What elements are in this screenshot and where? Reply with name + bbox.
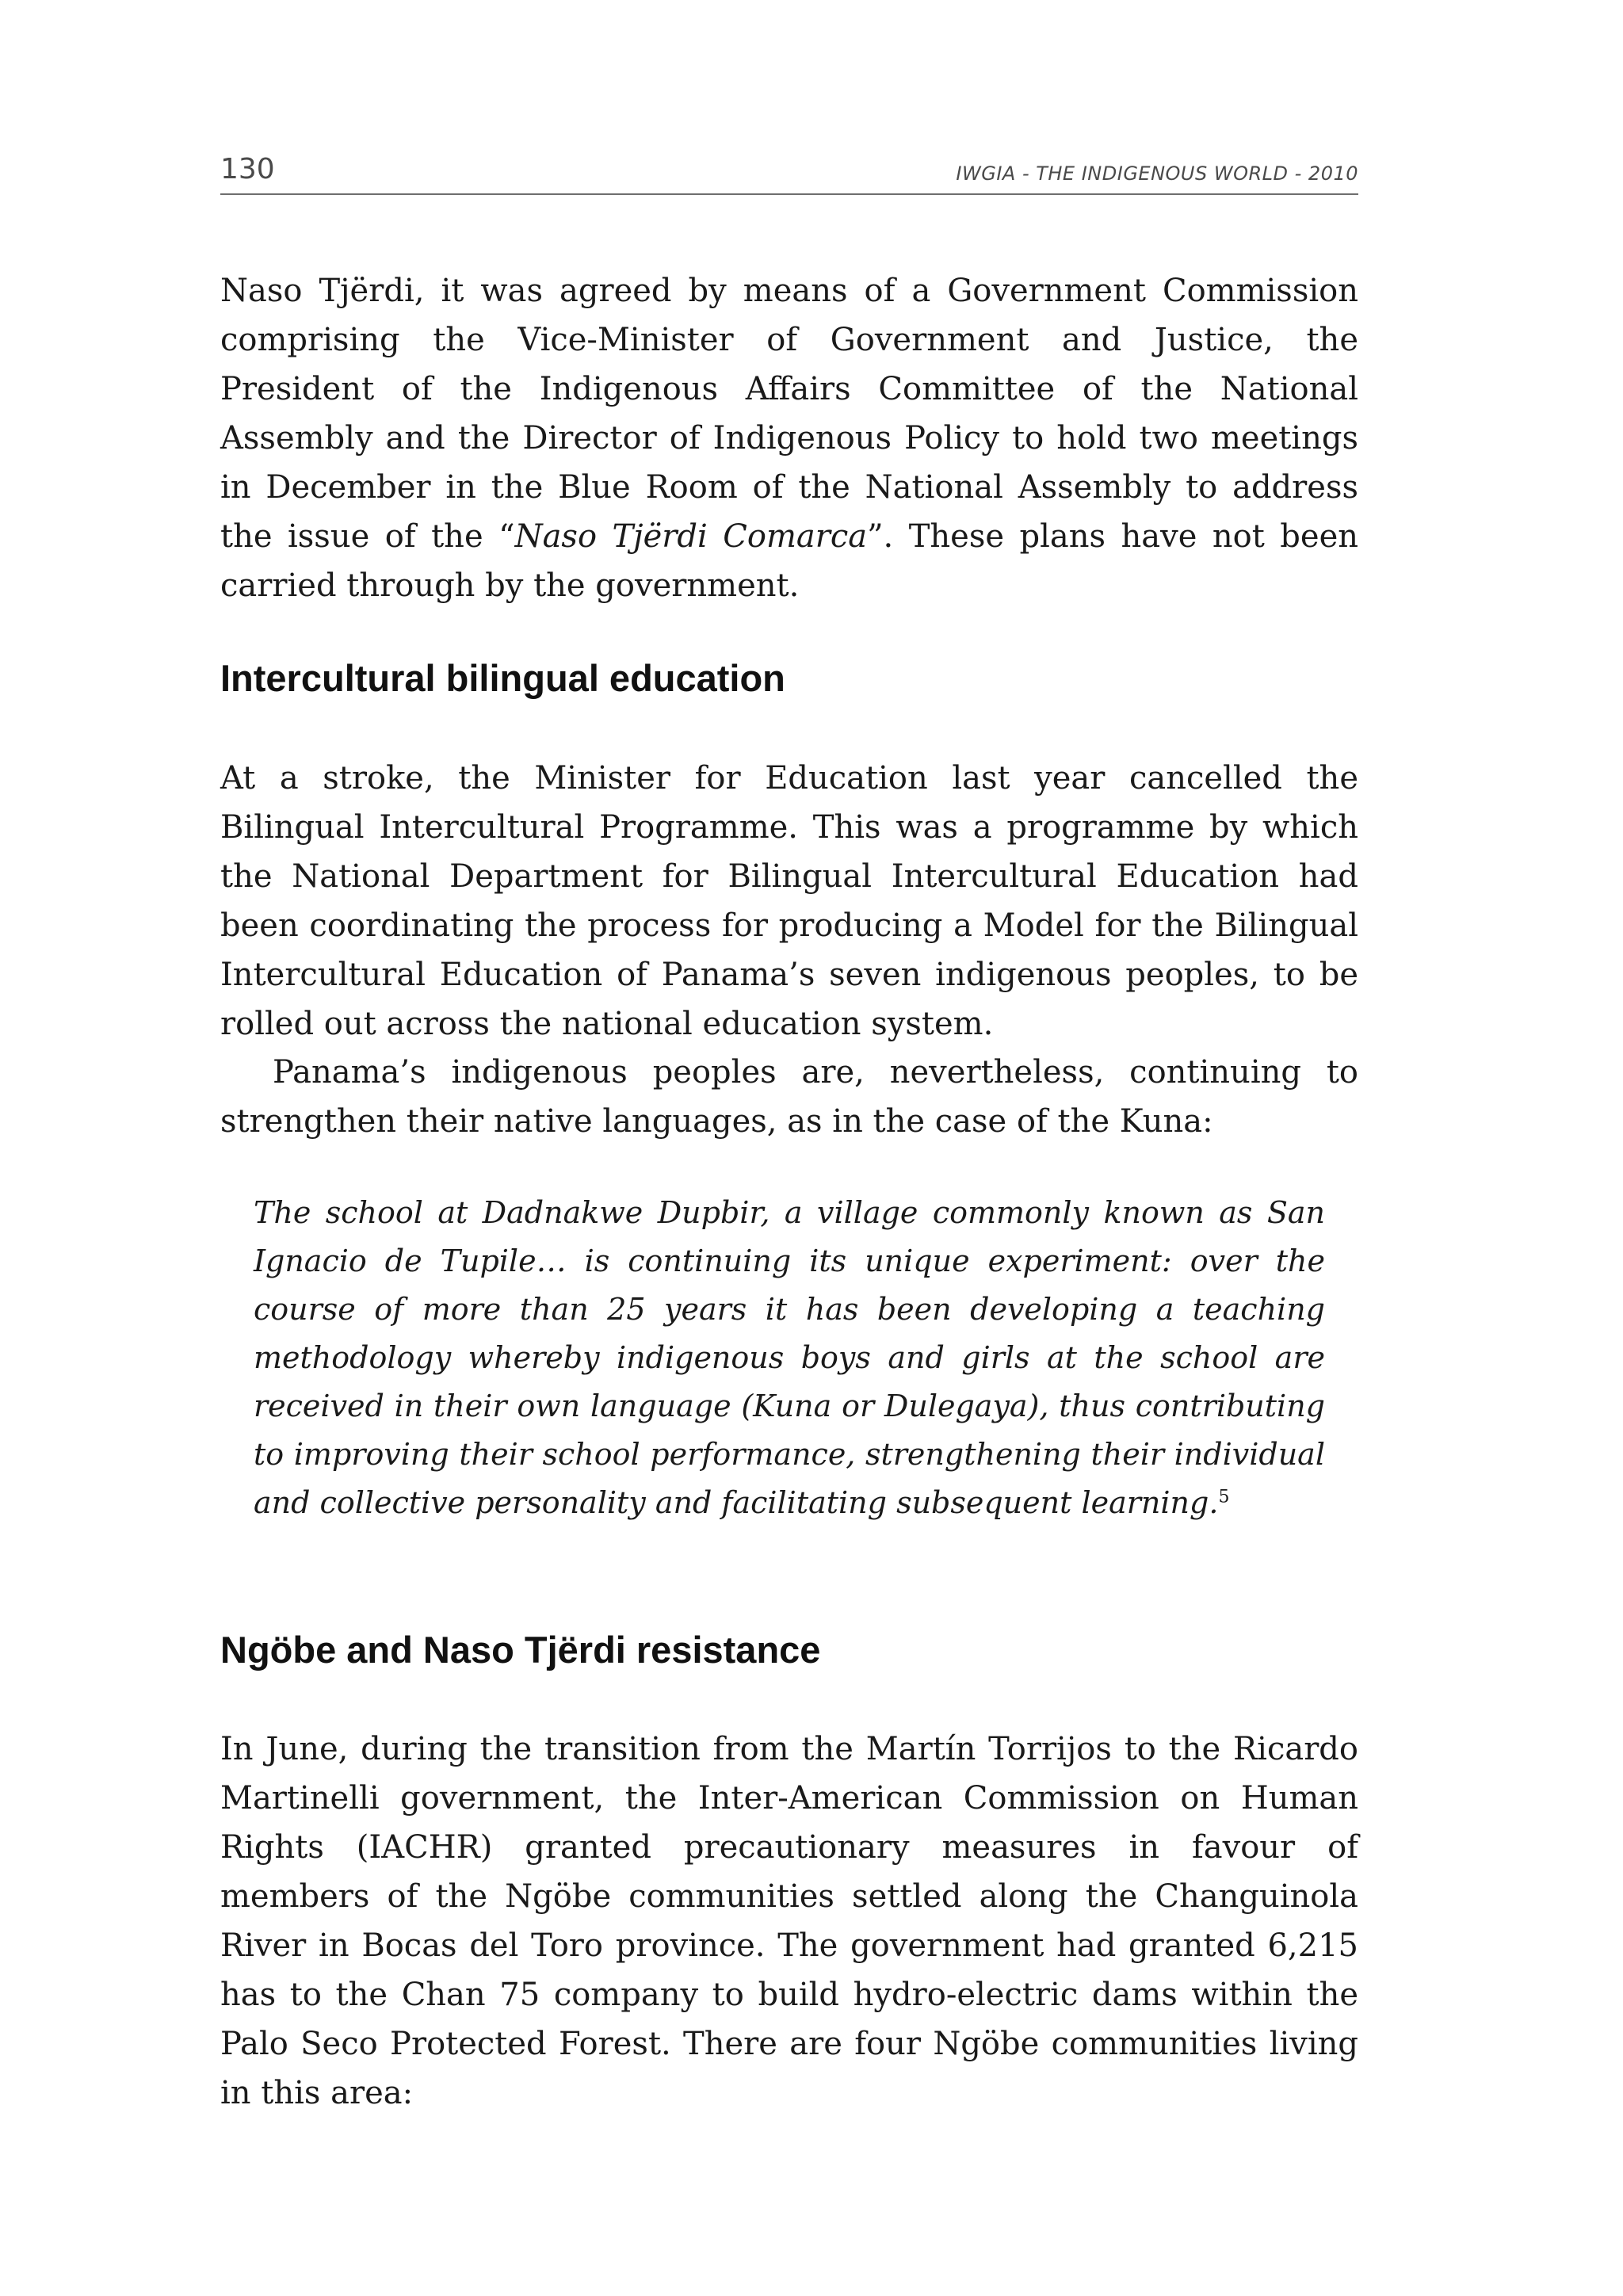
running-header xyxy=(220,154,1358,195)
section-heading-resistance: Ngöbe and Naso Tjërdi resistance xyxy=(220,1629,821,1671)
paragraph-naso-tjerdi-commission xyxy=(220,266,1358,610)
footnote-reference: 5 xyxy=(1218,1487,1230,1507)
paragraph-bilingual-programme: At a stroke, the Minister for Education last year cancelled the Bilingual Intercultural Programme. This was a programme by which the National Department for Bilingual Intercultural Education had been coordinating the process for producing a Model for the Bilingual Intercultural Education of Panama’s seven indigenous peoples, to be rolled out across the national education system. xyxy=(220,760,1358,1042)
block-quote-kuna-school xyxy=(254,1189,1325,1527)
paragraph-native-languages: Panama’s indigenous peoples are, nevertheless, continuing to strengthen their native languages, as in the case of the Kuna: xyxy=(220,1054,1358,1140)
section-heading-education: Intercultural bilingual education xyxy=(220,657,785,699)
paragraph-text: ”. These plans have not been carried through by the government. xyxy=(220,518,1359,604)
paragraph-italic-term: Naso Tjërdi Comarca xyxy=(514,518,868,555)
paragraph-iachr-measures: In June, during the transition from the Martín Torrijos to the Ricardo Martinelli government, the Inter-American Commission on Human Rights (IACHR) granted precautionary measures in favour of members of the Ngöbe communities settled along the Changuinola River in Bocas del Toro province. The government had granted 6,215 has to the Chan 75 company to build hydro-electric dams within the Palo Seco Protected Forest. There are four Ngöbe communities living in this area: xyxy=(220,1731,1358,2111)
page-number: 130 xyxy=(220,153,275,185)
paragraph-text: Naso Tjërdi, it was agreed by means of a Government Commission comprising the Vice-Minister of Government and Justice, the President of the Indigenous Affairs Committee of the National Assembly and the Director of Indigenous Policy to hold two meetings in December in the Blue Room of the National Assembly to address the issue of the “ xyxy=(220,273,1358,555)
running-title: IWGIA - THE INDIGENOUS WORLD - 2010 xyxy=(956,162,1358,185)
quote-text: The school at Dadnakwe Dupbir, a village commonly known as San Ignacio de Tupile… is continuing its unique experiment: over the course of more than 25 years it has been developing a teaching methodology whereby indigenous boys and girls at the school are received in their own language (Kuna or Dulegaya), thus contributing to improving their school performance, strengthening their individual and collective personality and facilitating subsequent learning. xyxy=(254,1195,1325,1520)
